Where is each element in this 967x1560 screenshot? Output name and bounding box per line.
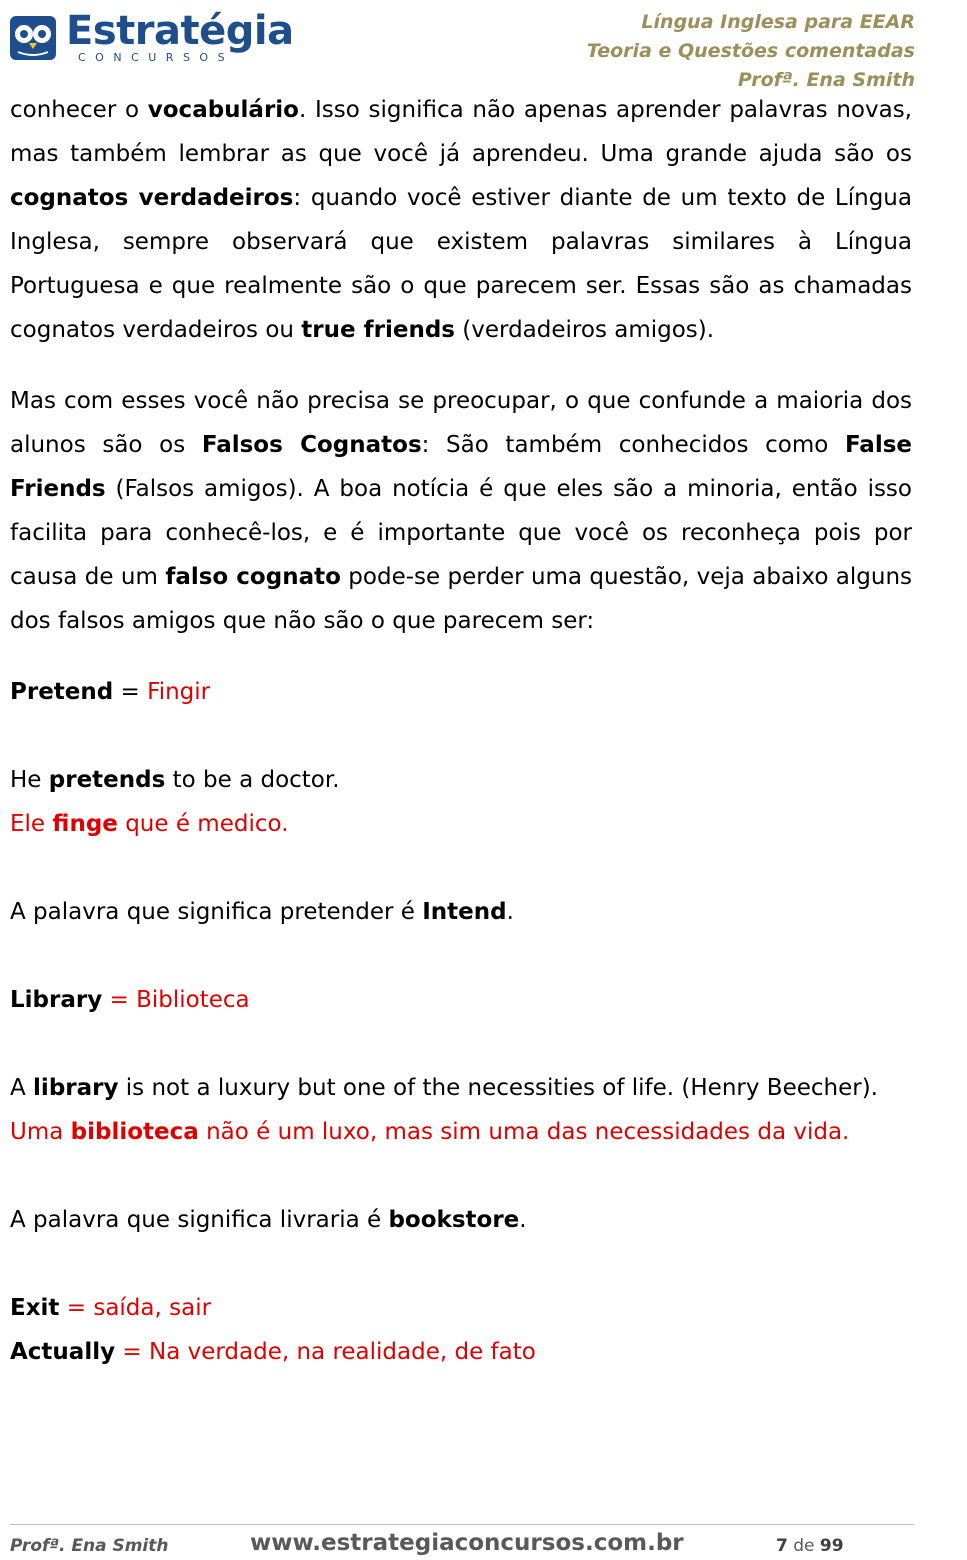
note-intend: A palavra que significa pretender é Intend. bbox=[10, 899, 514, 925]
logo-subtext: CONCURSOS bbox=[78, 51, 235, 64]
paragraph-vocabulary: conhecer o vocabulário. Isso significa não apenas aprender palavras novas, mas também lembrar as que você já aprendeu. Uma grande ajuda são os cognatos verdadeiros: quando você estiver diante de um texto de Língua Inglesa, sempre observará que existem palavras similares à Língua Portuguesa e que realmente são o que parecem ser. Essas são as chamadas cognatos verdadeiros ou true friends (verdadeiros amigos). bbox=[10, 97, 912, 343]
page-footer bbox=[10, 1524, 914, 1560]
term-falsos-cognatos: Falsos Cognatos bbox=[201, 432, 422, 458]
example-library: A library is not a luxury but one of the necessities of life. (Henry Beecher). bbox=[10, 1075, 878, 1101]
page-number: 7 de 99 bbox=[776, 1536, 844, 1556]
footer-author: Profª. Ena Smith bbox=[10, 1536, 169, 1556]
document-body bbox=[10, 88, 912, 1374]
page-header bbox=[0, 0, 967, 100]
course-teacher: Profª. Ena Smith bbox=[737, 69, 915, 91]
entry-exit: Exit = saída, sair bbox=[10, 1295, 212, 1321]
example-pretend: He pretends to be a doctor. bbox=[10, 767, 340, 793]
footer-website-link[interactable]: www.estrategiaconcursos.com.br bbox=[250, 1530, 684, 1556]
term-true-friends: true friends bbox=[301, 317, 455, 343]
translation-library: Uma biblioteca não é um luxo, mas sim uma das necessidades da vida. bbox=[10, 1119, 850, 1145]
logo-wordmark: Estratégia bbox=[66, 8, 294, 54]
course-subtitle: Teoria e Questões comentadas bbox=[586, 40, 915, 62]
entry-actually: Actually = Na verdade, na realidade, de fato bbox=[10, 1339, 536, 1365]
term-false-friends: False Friends bbox=[10, 432, 912, 502]
term-falso-cognato: falso cognato bbox=[165, 564, 341, 590]
note-bookstore: A palavra que significa livraria é bookstore. bbox=[10, 1207, 527, 1233]
estrategia-logo bbox=[8, 10, 298, 70]
translation-pretend: Ele finge que é medico. bbox=[10, 811, 289, 837]
entry-library: Library = Biblioteca bbox=[10, 987, 250, 1013]
owl-logo-icon bbox=[8, 12, 60, 64]
term-cognatos-verdadeiros: cognatos verdadeiros bbox=[10, 185, 294, 211]
course-title: Língua Inglesa para EEAR bbox=[641, 11, 915, 33]
course-info bbox=[587, 8, 915, 95]
entry-pretend: Pretend = Fingir bbox=[10, 679, 211, 705]
paragraph-false-cognates: Mas com esses você não precisa se preocupar, o que confunde a maioria dos alunos são os Falsos Cognatos: São também conhecidos como False Friends (Falsos amigos). A boa notícia é que eles são a minoria, então isso facilita para conhecê-los, e é importante que você os reconheça pois por causa de um falso cognato pode-se perder uma questão, veja abaixo alguns dos falsos amigos que não são o que parecem ser: bbox=[10, 388, 913, 634]
term-vocabulario: vocabulário bbox=[147, 97, 299, 123]
